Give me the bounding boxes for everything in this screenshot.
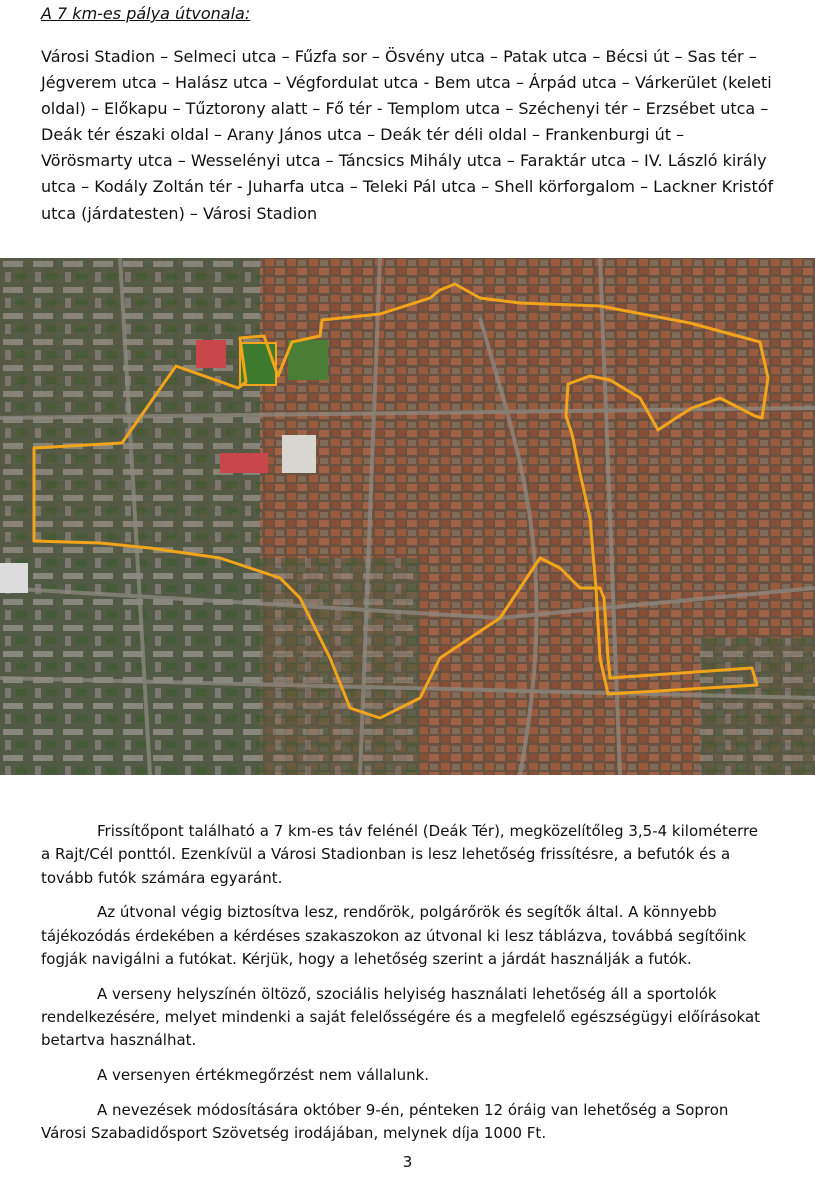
page-number: 3	[402, 1153, 413, 1171]
paragraph-facilities: A verseny helyszínén öltöző, szociális helyiség használati lehetőség áll a sportolók rendelkezésére, melyet mindenki a saját felelősségére és a megfelelő egészségügyi előírásokat betartva használhat.	[41, 984, 761, 1050]
route-description: Városi Stadion – Selmeci utca – Fűzfa sor – Ösvény utca – Patak utca – Bécsi út – Sas tér – Jégverem utca – Halász utca – Végfordulat utca - Bem utca – Árpád utca – Várkerület (keleti oldal) – Előkapu – Tűztorony alatt – Fő tér - Templom utca – Széchenyi tér – Erzsébet utca – Deák tér északi oldal – Arany János utca – Deák tér déli oldal – Frankenburgi út – Vörösmarty utca – Wesselényi utca – Táncsics Mihály utca – Faraktár utca – IV. László király utca – Kodály Zoltán tér - Juharfa utca – Teleki Pál utca – Shell körforgalom – Lackner Kristóf utca (járdatesten) – Városi Stadion	[41, 47, 774, 223]
map-image	[0, 258, 815, 775]
body-text	[41, 820, 769, 1157]
paragraph-registration: A nevezések módosítására október 9-én, pénteken 12 óráig van lehetőség a Sopron Városi Szabadidősport Szövetség irodájában, melynek díja 1000 Ft.	[41, 1100, 729, 1143]
section-heading: A 7 km-es pálya útvonala:	[41, 4, 251, 23]
paragraph-refreshment: Frissítőpont található a 7 km-es táv felénél (Deák Tér), megközelítőleg 3,5-4 kilométerre a Rajt/Cél ponttól. Ezenkívül a Városi Stadionban is lesz lehetőség frissítésre, a befutók és a tovább futók számára egyaránt.	[41, 822, 759, 887]
paragraph-valuables: A versenyen értékmegőrzést nem vállalunk.	[97, 1066, 430, 1085]
aerial-route-map	[0, 258, 815, 775]
paragraph-security: Az útvonal végig biztosítva lesz, rendőrök, polgárőrök és segítők által. A könnyebb tájékozódás érdekében a kérdéses szakaszokon az útvonal ki lesz táblázva, továbbá segítőink fogják navigálni a futókat. Kérjük, hogy a lehetőség szerint a járdát használják a futók.	[41, 903, 747, 968]
